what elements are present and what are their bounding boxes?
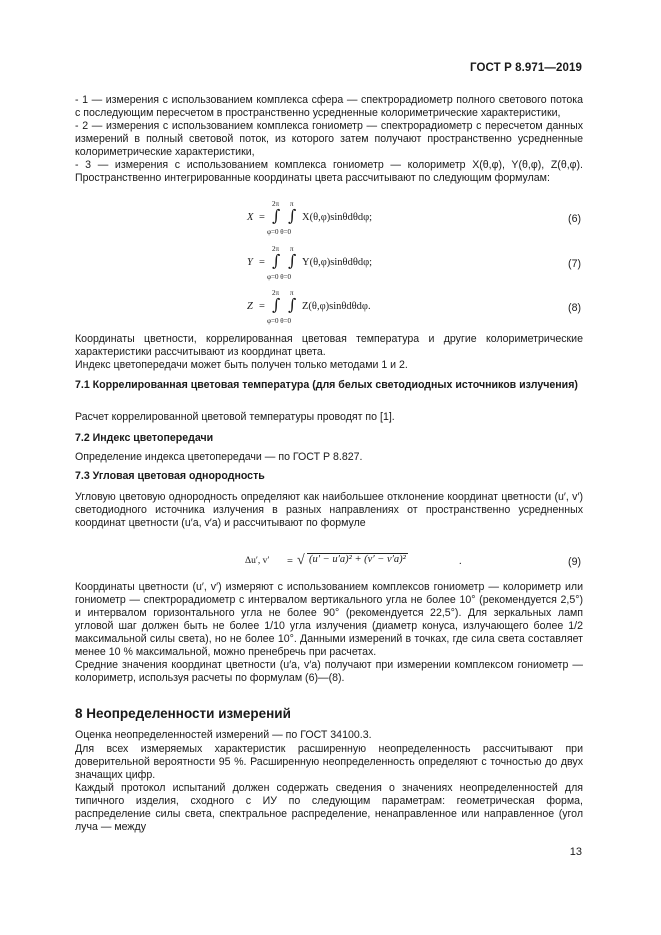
formula-9-lhs: Δu′, v′ [245,556,270,566]
formula-7-upper-inner: π [290,245,294,253]
formula-8-body: Z(θ,φ)sinθdθdφ. [302,301,371,312]
formula-6-lower: φ=0 θ=0 [267,228,292,236]
integral-sign-icon: ∫ [272,206,281,225]
square-root-icon: √ [297,553,305,568]
formula-6-upper-inner: π [290,200,294,208]
formula-7-upper-outer: 2π [272,245,280,253]
formula-7-number: (7) [568,258,581,270]
integral-sign-icon: ∫ [272,251,281,270]
integral-sign-icon: ∫ [288,206,297,225]
integral-sign-icon: ∫ [288,295,297,314]
formula-8-number: (8) [568,302,581,314]
integral-sign-icon: ∫ [272,295,281,314]
formula-8 [75,289,583,332]
formula-8-upper-inner: π [290,289,294,297]
formula-8-expression: Z = 2π π ∫ ∫ φ=0 θ=0 Z(θ,φ)sinθdθdφ. [247,289,371,325]
page-number: 13 [569,846,582,858]
section-8-heading: 8 Неопределенности измерений [75,706,291,721]
formula-9-tail: . [459,556,462,567]
formula-6-body: X(θ,φ)sinθdθdφ; [302,212,373,223]
paragraph-cri-definition: Определение индекса цветопередачи — по ГОСТ Р 8.827. [75,451,363,463]
document-id-header: ГОСТ Р 8.971—2019 [470,62,582,74]
formula-6-upper-outer: 2π [272,200,280,208]
formula-6-lhs: X [247,212,254,223]
paragraph-cri-methods: Индекс цветопередачи может быть получен только методами 1 и 2. [75,359,408,371]
paragraph-average-coords: Средние значения координат цветности (u′a, v′a) получают при измерении комплексом гониометр — колориметр, используя расчеты по формулам (6)—(8). [75,659,583,685]
paragraph-uncertainty-ref: Оценка неопределенностей измерений — по ГОСТ 34100.3. [75,729,372,741]
paragraph-test-report: Каждый протокол испытаний должен содержать сведения о значениях неопределенностей для типичного изделия, сходного с ИУ по следующим параметрам: геометрическая форма, распределение силы света, спектральное распределение, ненаправленное или направленное (угол луча — между [75,782,583,834]
formula-7-expression: Y = 2π π ∫ ∫ φ=0 θ=0 Y(θ,φ)sinθdθdφ; [247,245,373,281]
paragraph-method-1: - 1 — измерения с использованием комплекса сфера — спектрорадиометр полного светового потока с последующим пересчетом в пространственно усредненные колориметрические характеристики, [75,94,583,120]
formula-7-lhs: Y [247,257,253,268]
formula-9 [75,550,583,576]
formula-6-expression: X = 2π π ∫ ∫ φ=0 θ=0 X(θ,φ)sinθdθdφ; [247,200,373,236]
paragraph-measurement-intervals: Координаты цветности (u′, v′) измеряют с использованием комплексов гониометр — колориметр или гониометр — спектрорадиометр с интервалом вертикального угла не более 10° (рекомендуется 2,5°) и интервалом горизонтального угла не более 90° (рекомендуется 22,5°). Для зеркальных ламп угловой шаг должен быть не более 1/10 угла излучения (диаметр конуса, излучающего более 1/2 максимальной силы света), но не более 10°. Данными измерений в точках, где сила света составляет менее 10 % максимальной, можно пренебречь при расчетах. [75,581,583,659]
formula-6-number: (6) [568,213,581,225]
paragraph-method-3: - 3 — измерения с использованием комплекса гониометр — колориметр X(θ,φ), Y(θ,φ), Z(θ,φ). Пространственно интегрированные координаты цвета рассчитывают по следующим формулам: [75,159,583,185]
formula-7 [75,245,583,288]
formula-6 [75,200,583,243]
paragraph-angular-uniformity: Угловую цветовую однородность определяют как наибольшее отклонение координат цветности (u′, v′) светодиодного источника излучения в разных направлениях от пространственно усредненных координат цветности (u′a, v′a) и рассчитывают по формуле [75,491,583,530]
integral-sign-icon: ∫ [288,251,297,270]
formula-9-number: (9) [568,556,581,568]
paragraph-cct-calculation: Расчет коррелированной цветовой температуры проводят по [1]. [75,411,395,423]
formula-7-lower: φ=0 θ=0 [267,273,292,281]
section-7-1-heading: 7.1 Коррелированная цветовая температура (для белых светодиодных источников излучения) [75,379,578,391]
paragraph-expanded-uncertainty: Для всех измеряемых характеристик расширенную неопределенность рассчитывают при доверительной вероятности 95 %. Расширенную неопределенность определяют с точностью до двух значащих цифр. [75,743,583,782]
formula-8-upper-outer: 2π [272,289,280,297]
section-7-3-heading: 7.3 Угловая цветовая однородность [75,470,265,482]
section-7-2-heading: 7.2 Индекс цветопередачи [75,432,214,444]
formula-8-lhs: Z [247,301,253,312]
paragraph-method-2: - 2 — измерения с использованием комплекса гониометр — спектрорадиометр с пересчетом данных измерений в полный световой поток, из которого затем получают пространственно усредненные колориметрические характеристики, [75,120,583,159]
formula-8-lower: φ=0 θ=0 [267,317,292,325]
paragraph-chromaticity-coords: Координаты цветности, коррелированная цветовая температура и другие колориметрические характеристики рассчитывают из координат цвета. [75,333,583,359]
formula-9-body: (u′ − u′a)² + (v′ − v′a)² [309,554,406,565]
formula-9-expression: Δu′, v′ = √ (u′ − u′a)² + (v′ − v′a)² . [245,553,462,568]
formula-7-body: Y(θ,φ)sinθdθdφ; [302,257,373,268]
